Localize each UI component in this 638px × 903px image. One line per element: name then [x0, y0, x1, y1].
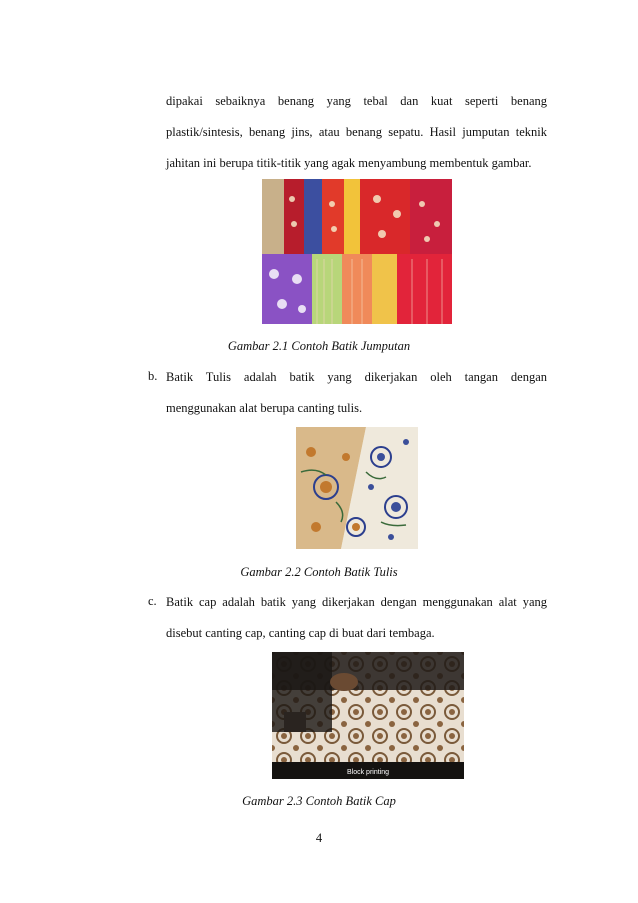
batik-jumputan-image: [262, 179, 452, 324]
item-c-line-2: disebut canting cap, canting cap di buat dari tembaga.: [166, 626, 435, 640]
intro-line-3: jahitan ini berupa titik-titik yang agak menyambung membentuk gambar.: [166, 156, 532, 170]
page-number: 4: [315, 831, 323, 845]
item-c-paragraph: [166, 587, 547, 649]
caption-figure-2-3: [0, 794, 638, 809]
caption-figure-2-3-text: Gambar 2.3 Contoh Batik Cap: [242, 794, 396, 808]
item-b-letter: b.: [148, 369, 158, 383]
item-b-line-1: Batik Tulis adalah batik yang dikerjakan oleh tangan dengan: [166, 370, 547, 384]
item-b-line-2: menggunakan alat berupa canting tulis.: [166, 401, 363, 415]
intro-line-2: plastik/sintesis, benang jins, atau benang sepatu. Hasil jumputan teknik: [166, 125, 547, 139]
item-c-line-1: Batik cap adalah batik yang dikerjakan dengan menggunakan alat yang: [166, 595, 547, 609]
figure-batik-jumputan: [262, 179, 452, 324]
item-b-paragraph: [166, 362, 547, 424]
figure-batik-cap: [272, 652, 464, 779]
caption-figure-2-1-text: Gambar 2.1 Contoh Batik Jumputan: [227, 339, 411, 353]
figure-batik-tulis: [296, 427, 418, 549]
batik-cap-image: [272, 652, 464, 779]
item-c-letter: c.: [148, 594, 157, 608]
block-printing-label: Block printing: [346, 769, 390, 776]
caption-figure-2-2: [0, 565, 638, 580]
caption-figure-2-2-text: Gambar 2.2 Contoh Batik Tulis: [240, 565, 398, 579]
batik-tulis-image: [296, 427, 418, 549]
caption-figure-2-1: [0, 339, 638, 354]
intro-line-1: dipakai sebaiknya benang yang tebal dan kuat seperti benang: [166, 94, 547, 108]
intro-paragraph: [166, 86, 547, 179]
